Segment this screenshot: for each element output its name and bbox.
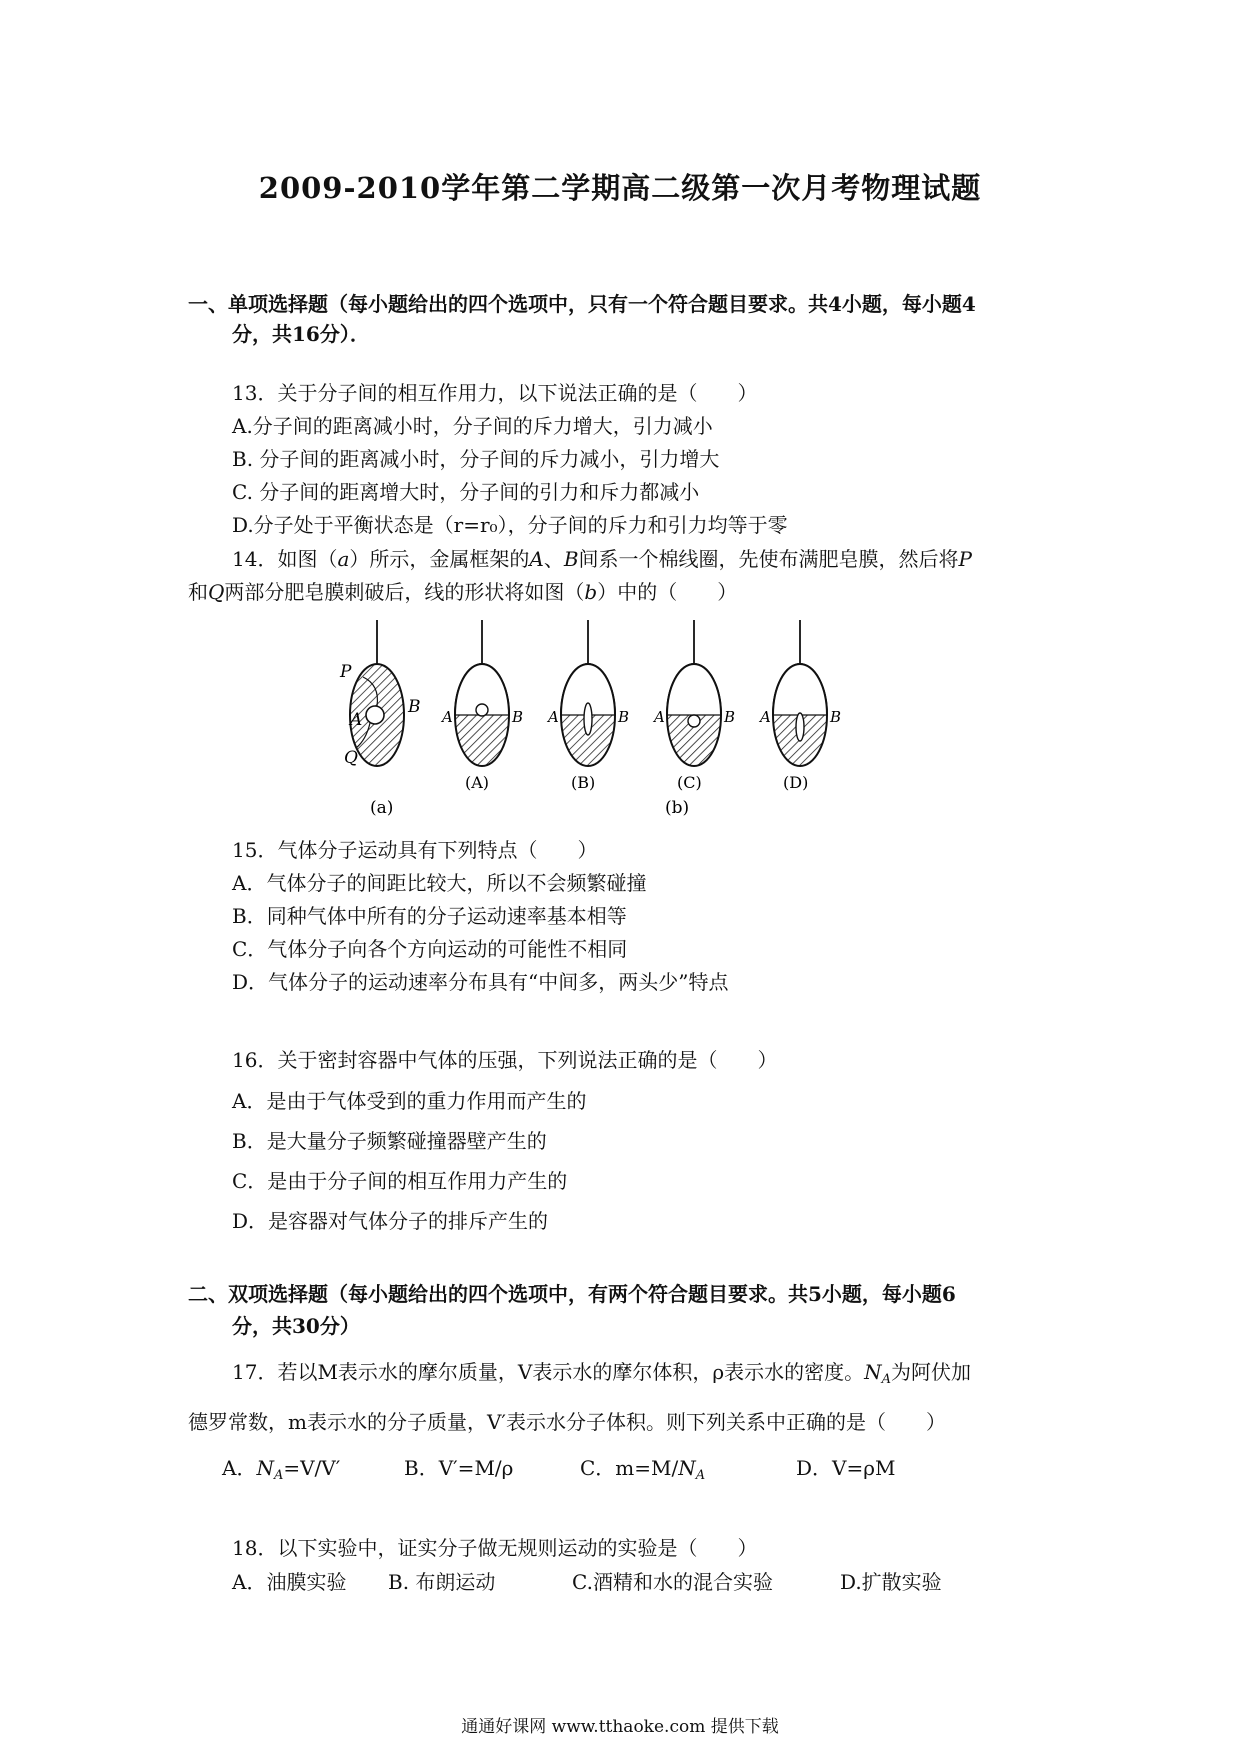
choice-b-figure xyxy=(546,620,629,792)
page-footer: 通通好课网 www.tthaoke.com 提供下载 xyxy=(461,1717,779,1737)
q17-text-1: 17．若以M表示水的摩尔质量，V表示水的摩尔体积，ρ表示水的密度。 xyxy=(232,1360,865,1384)
q13-option-c: C. 分子间的距离增大时，分子间的引力和斥力都减小 xyxy=(232,480,700,504)
choice-d-figure xyxy=(758,620,841,792)
q14-region-q: Q xyxy=(208,580,225,604)
avogadro-subscript-a: A xyxy=(273,1468,284,1483)
svg-text:B: B xyxy=(512,708,524,726)
q16-stem: 16．关于密封容器中气体的压强，下列说法正确的是（ ） xyxy=(232,1048,778,1072)
q18-option-a: A．油膜实验 xyxy=(232,1570,347,1594)
svg-text:A: A xyxy=(548,708,559,726)
svg-text:B: B xyxy=(830,708,842,726)
q17-option-a xyxy=(222,1452,340,1483)
q16-option-c: C．是由于分子间的相互作用力产生的 xyxy=(232,1169,568,1193)
section2-heading-line1: 二、双项选择题（每小题给出的四个选项中，有两个符合题目要求。共5小题，每小题6 xyxy=(188,1282,956,1306)
q13-option-b: B. 分子间的距离减小时，分子间的斥力减小，引力增大 xyxy=(232,447,720,471)
choice-c-figure xyxy=(652,620,735,792)
svg-text:B: B xyxy=(618,708,630,726)
svg-text:A: A xyxy=(442,708,453,726)
choice-a-label: (A) xyxy=(465,773,490,792)
q13-option-a: A.分子间的距离减小时，分子间的斥力增大，引力减小 xyxy=(232,414,713,438)
caption-b: (b) xyxy=(665,798,690,818)
page-title: 2009-2010学年第二学期高二级第一次月考物理试题 xyxy=(258,171,982,205)
avogadro-subscript: A xyxy=(881,1372,892,1387)
q16-option-d: D．是容器对气体分子的排斥产生的 xyxy=(232,1209,549,1233)
svg-text:A: A xyxy=(654,708,665,726)
q17-option-d: D．V=ρM xyxy=(796,1456,896,1480)
q18-stem: 18．以下实验中，证实分子做无规则运动的实验是（ ） xyxy=(232,1536,758,1560)
choice-a-figure xyxy=(440,620,523,792)
avogadro-symbol-c: N xyxy=(678,1456,696,1480)
label-a: A xyxy=(350,710,363,730)
section2-heading-line2: 分，共30分） xyxy=(232,1314,360,1338)
section1-heading-line2: 分，共16分）． xyxy=(232,322,370,346)
q17-option-c xyxy=(580,1452,705,1483)
q17-option-a-suffix: =V/V′ xyxy=(283,1456,341,1480)
choice-c-label: (C) xyxy=(677,773,702,792)
q14-fig-a-ref: a xyxy=(337,547,350,571)
q15-option-d: D．气体分子的运动速率分布具有“中间多，两头少”特点 xyxy=(232,970,729,994)
q15-option-b: B．同种气体中所有的分子运动速率基本相等 xyxy=(232,904,627,928)
q16-option-a: A．是由于气体受到的重力作用而产生的 xyxy=(232,1089,587,1113)
q14-point-a: A xyxy=(529,547,544,571)
q18-option-c: C.酒精和水的混合实验 xyxy=(572,1570,773,1594)
q14-fig-b-ref: b xyxy=(584,580,598,604)
label-q: Q xyxy=(344,748,358,768)
label-b: B xyxy=(408,697,421,717)
q15-option-a: A．气体分子的间距比较大，所以不会频繁碰撞 xyxy=(232,871,647,895)
q15-stem: 15．气体分子运动具有下列特点（ ） xyxy=(232,838,598,862)
svg-text:B: B xyxy=(724,708,736,726)
q14-text-3: 间系一个棉线圈，先使布满肥皂膜，然后将 xyxy=(578,547,959,571)
q14-text-5: 两部分肥皂膜刺破后，线的形状将如图（ xyxy=(224,580,585,604)
q14-point-b: B xyxy=(563,547,579,571)
section1-heading-line1: 一、单项选择题（每小题给出的四个选项中，只有一个符合题目要求。共4小题，每小题4 xyxy=(188,292,976,316)
q14-stem-line1 xyxy=(232,543,972,572)
q17-option-b: B．V′=M/ρ xyxy=(404,1456,514,1480)
choice-b-label: (B) xyxy=(571,773,596,792)
q17-text-2: 为阿伏加 xyxy=(891,1360,972,1384)
q15-option-c: C．气体分子向各个方向运动的可能性不相同 xyxy=(232,937,628,961)
q14-separator: 、 xyxy=(543,547,564,571)
avogadro-symbol-a: N xyxy=(256,1456,274,1480)
avogadro-symbol: N xyxy=(864,1360,882,1384)
q17-option-c-prefix: C．m=M/ xyxy=(580,1456,679,1480)
q14-text-1: 14．如图（ xyxy=(232,547,338,571)
soap-film-figure xyxy=(330,615,930,830)
q18-option-b: B. 布朗运动 xyxy=(388,1570,496,1594)
svg-text:A: A xyxy=(760,708,771,726)
figure-a xyxy=(339,620,421,818)
q17-option-a-prefix: A． xyxy=(222,1456,257,1480)
q14-text-2: ）所示，金属框架的 xyxy=(349,547,530,571)
caption-a: (a) xyxy=(370,798,394,818)
q18-option-d: D.扩散实验 xyxy=(840,1570,942,1594)
q16-option-b: B．是大量分子频繁碰撞器壁产生的 xyxy=(232,1129,547,1153)
label-p: P xyxy=(340,662,352,682)
q17-stem-line2: 德罗常数，m表示水的分子质量，V′表示水分子体积。则下列关系中正确的是（ ） xyxy=(188,1410,946,1434)
avogadro-subscript-c: A xyxy=(695,1468,706,1483)
choice-d-label: (D) xyxy=(783,773,809,792)
q13-stem: 13．关于分子间的相互作用力，以下说法正确的是（ ） xyxy=(232,381,758,405)
q17-stem-line1 xyxy=(232,1356,971,1387)
q14-region-p: P xyxy=(958,547,973,571)
q14-text-4: 和 xyxy=(188,580,208,604)
q14-text-6: ）中的（ ） xyxy=(597,580,738,604)
q13-option-d: D.分子处于平衡状态是（r=r₀），分子间的斥力和引力均等于零 xyxy=(232,513,788,537)
q14-stem-line2 xyxy=(188,576,737,605)
